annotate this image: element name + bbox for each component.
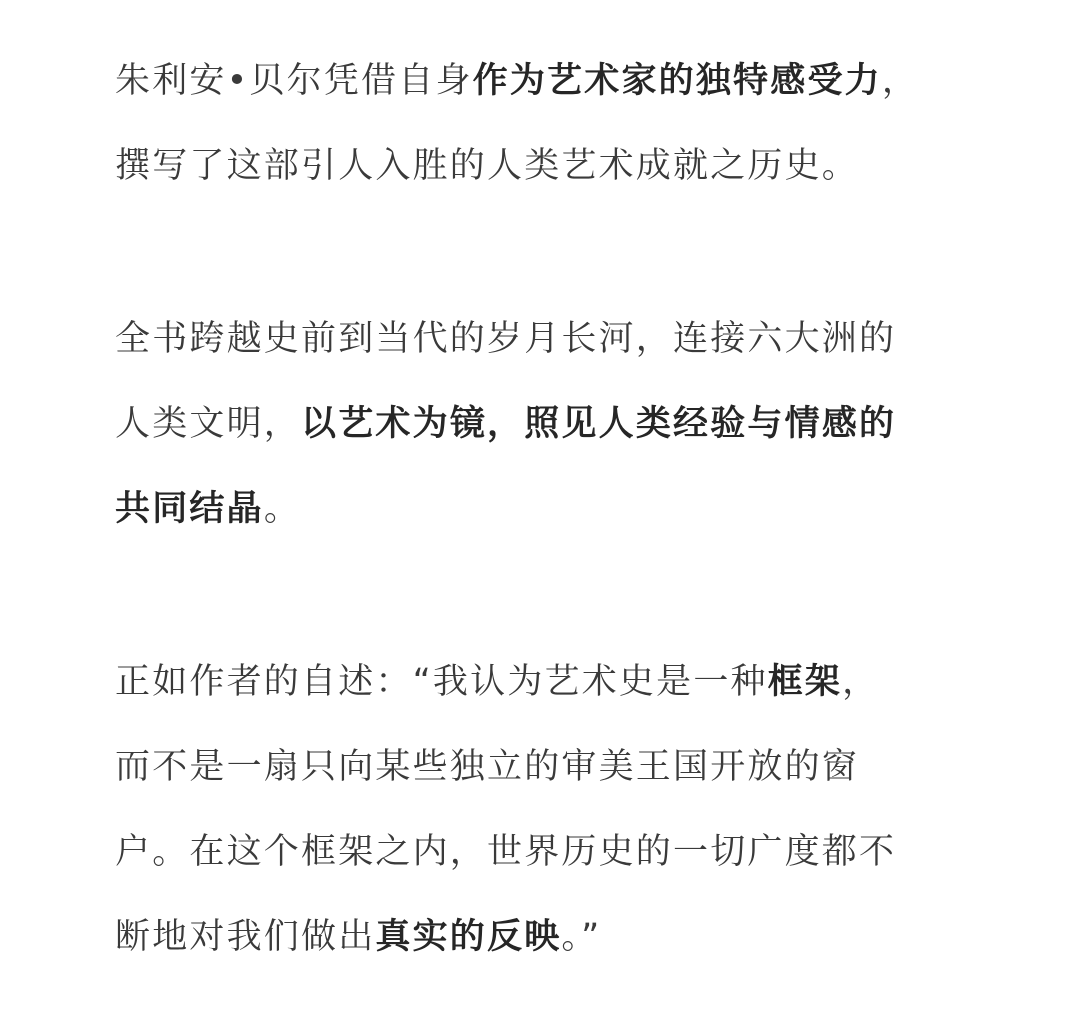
text-span: 撰写了这部引人入胜的人类艺术成就之历史。: [115, 146, 860, 186]
text-span: 。”: [561, 917, 602, 957]
text-line: [115, 141, 859, 191]
bold-text-span: 以艺术为镜，照见人类经验与情感的: [301, 404, 897, 444]
text-span: 。: [263, 489, 302, 529]
text-span: 户。在这个框架之内，世界历史的一切广度都不: [115, 832, 897, 872]
text-span: ，: [881, 61, 920, 101]
text-line: [115, 912, 601, 962]
text-span: 全书跨越史前到当代的岁月长河，连接六大洲的: [115, 319, 897, 359]
text-span: 人类文明，: [115, 404, 302, 444]
bold-text-span: 真实的反映: [375, 917, 562, 957]
text-line: [115, 742, 859, 792]
bold-text-span: 框架: [767, 662, 843, 702]
text-span: 朱利安•贝尔凭借自身: [115, 61, 473, 101]
bold-text-span: 共同结晶: [115, 489, 264, 529]
text-line: [115, 56, 919, 106]
bold-text-span: 作为艺术家的独特感受力: [472, 61, 882, 101]
text-span: 断地对我们做出: [115, 917, 376, 957]
text-line: [115, 399, 896, 449]
text-line: [115, 657, 879, 707]
text-span: ，: [842, 662, 880, 702]
text-span: 而不是一扇只向某些独立的审美王国开放的窗: [115, 747, 860, 787]
text-line: [115, 827, 896, 877]
text-line: [115, 314, 896, 364]
text-line: [115, 484, 301, 534]
text-span: 正如作者的自述：“我认为艺术史是一种: [115, 662, 768, 702]
